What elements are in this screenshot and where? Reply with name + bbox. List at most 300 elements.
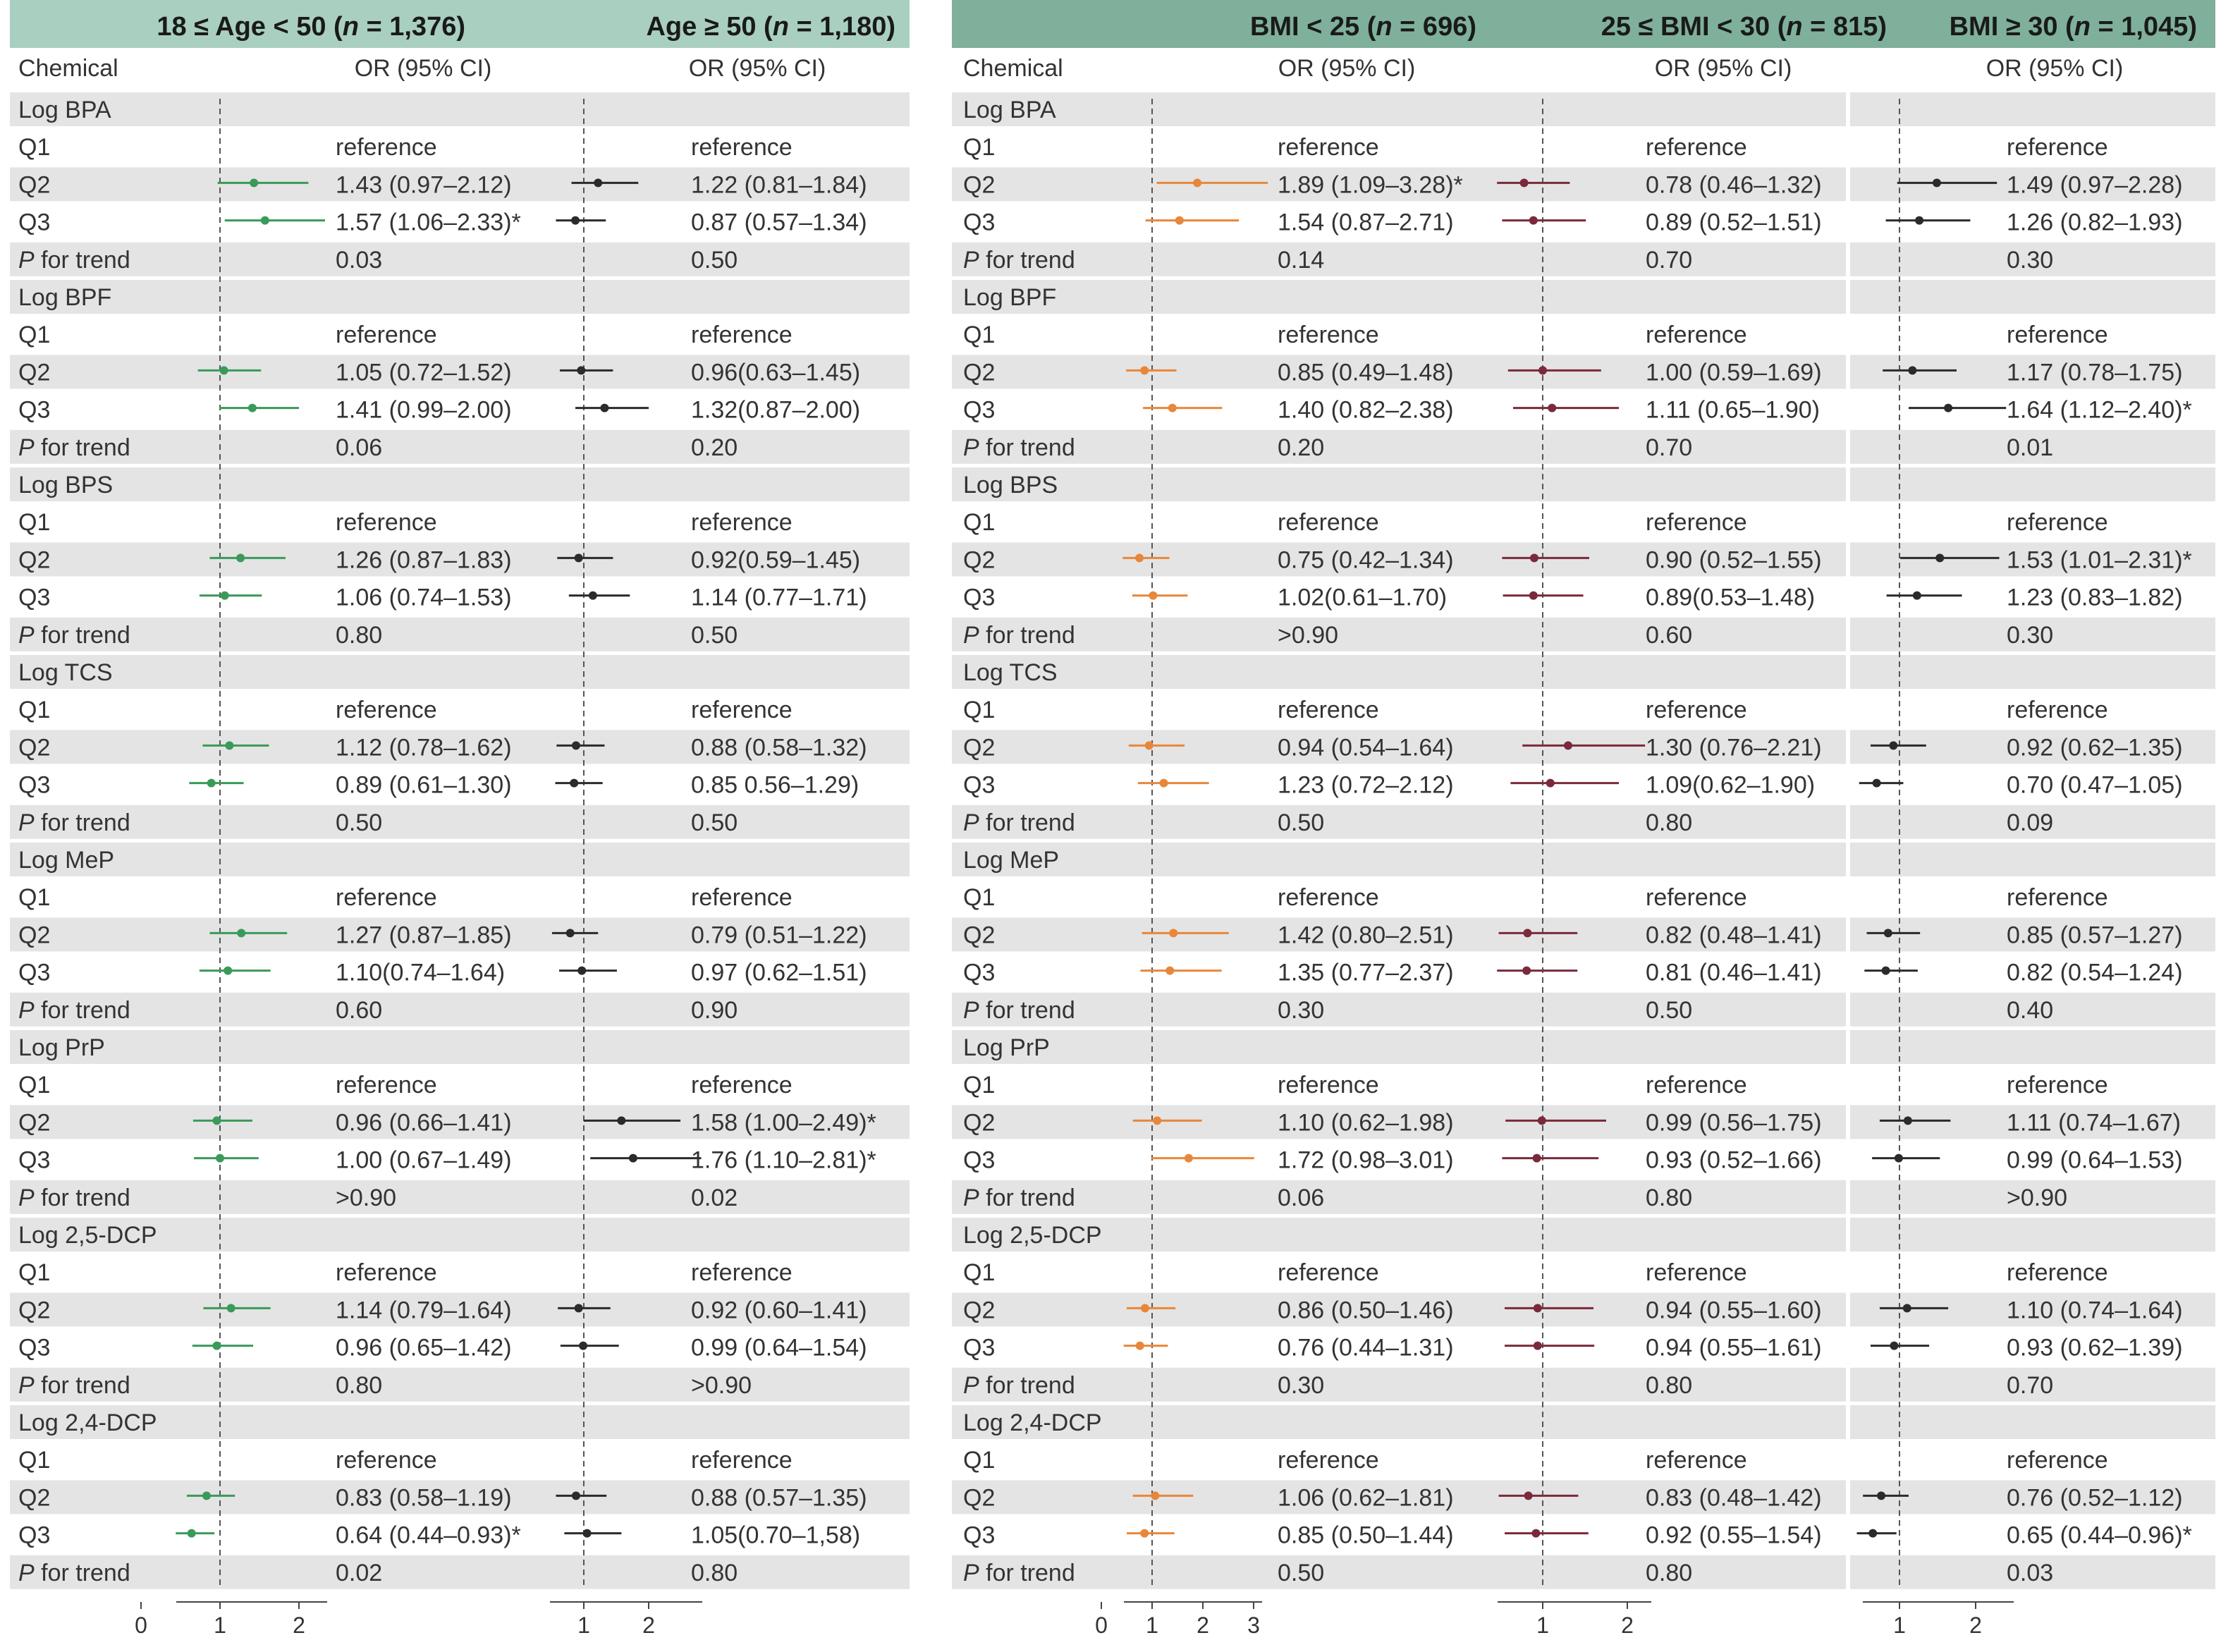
- or-point: [1538, 1116, 1546, 1125]
- chemical-name: Log BPS: [963, 472, 1058, 498]
- quartile-label: Q3: [963, 771, 996, 799]
- group-title: [1950, 12, 2197, 42]
- or-point: [1153, 1116, 1161, 1125]
- reference-value: reference: [2007, 697, 2108, 724]
- or-point: [1548, 404, 1556, 412]
- or-ci-value: 1.43 (0.97–2.12): [336, 171, 512, 199]
- trend-label: [18, 809, 130, 836]
- or-ci-value: 1.58 (1.00–2.49)*: [691, 1109, 876, 1137]
- row-band: [10, 1368, 910, 1402]
- trend-label: [18, 622, 130, 649]
- or-ci-value: 1.64 (1.12–2.40)*: [2007, 396, 2192, 424]
- or-column-header: OR (95% CI): [354, 55, 492, 82]
- or-ci-value: 0.92(0.59–1.45): [691, 546, 861, 574]
- p-trend-value: >0.90: [336, 1184, 397, 1211]
- chemical-name: Log TCS: [18, 659, 113, 686]
- quartile-label: Q3: [963, 584, 996, 611]
- column-separator: [1846, 90, 1850, 1592]
- chemical-name: Log MeP: [963, 847, 1060, 874]
- p-trend-value: 0.50: [691, 246, 738, 274]
- or-ci-value: 1.11 (0.74–1.67): [2007, 1109, 2181, 1137]
- reference-value: reference: [1646, 1072, 1747, 1099]
- or-ci-value: 1.00 (0.67–1.49): [336, 1146, 512, 1174]
- or-point: [1533, 1154, 1541, 1163]
- or-ci-value: 1.41 (0.99–2.00): [336, 396, 512, 424]
- trend-label: [963, 1372, 1075, 1399]
- quartile-label: Q1: [963, 1259, 996, 1287]
- or-point: [577, 967, 586, 975]
- text-span: for trend: [979, 246, 1075, 274]
- reference-value: reference: [691, 1259, 793, 1287]
- text-span: for trend: [34, 1371, 130, 1399]
- quartile-label: Q2: [963, 1297, 996, 1324]
- or-ci-value: 0.94 (0.55–1.60): [1646, 1297, 1822, 1324]
- or-point: [1141, 1304, 1149, 1312]
- quartile-label: Q1: [963, 884, 996, 912]
- chemical-name: Log 2,5-DCP: [18, 1222, 157, 1249]
- text-span: P: [18, 996, 35, 1024]
- or-ci-value: 1.00 (0.59–1.69): [1646, 359, 1822, 386]
- or-point: [1890, 1342, 1898, 1350]
- quartile-label: Q1: [18, 1447, 51, 1474]
- or-ci-value: 1.05(0.70–1,58): [691, 1522, 861, 1549]
- or-ci-value: 0.94 (0.55–1.61): [1646, 1334, 1822, 1362]
- text-span: for trend: [979, 621, 1075, 649]
- or-ci-value: 0.92 (0.60–1.41): [691, 1297, 867, 1324]
- or-point: [1136, 1342, 1144, 1350]
- row-band: [10, 243, 910, 276]
- or-point: [213, 1342, 221, 1350]
- or-point: [1151, 1491, 1159, 1500]
- chemical-name: Log 2,5-DCP: [963, 1222, 1102, 1249]
- or-ci-value: 1.12 (0.78–1.62): [336, 734, 512, 761]
- row-band: [952, 92, 2215, 126]
- reference-value: reference: [2007, 884, 2108, 912]
- row-band: [952, 1030, 2215, 1064]
- or-point: [1944, 404, 1952, 412]
- or-point: [572, 1491, 580, 1500]
- or-point: [1868, 1529, 1877, 1538]
- trend-label: [18, 1560, 130, 1586]
- quartile-label: Q1: [18, 134, 51, 161]
- row-band: [10, 1555, 910, 1589]
- text-span: P: [18, 246, 35, 274]
- reference-value: reference: [2007, 1447, 2108, 1474]
- text-span: n: [1376, 12, 1393, 42]
- or-point: [629, 1154, 637, 1163]
- quartile-label: Q3: [18, 959, 51, 986]
- or-ci-value: 1.11 (0.65–1.90): [1646, 396, 1820, 424]
- or-ci-value: 0.76 (0.52–1.12): [2007, 1484, 2183, 1512]
- x-axis-tick-label: 2: [1197, 1613, 1209, 1638]
- or-column-header: OR (95% CI): [1278, 55, 1416, 82]
- or-point: [1140, 366, 1149, 374]
- trend-label: [963, 622, 1075, 649]
- quartile-label: Q1: [18, 1259, 51, 1287]
- p-trend-value: 0.60: [1646, 621, 1693, 649]
- p-trend-value: 0.30: [2007, 246, 2054, 274]
- or-ci-value: 1.76 (1.10–2.81)*: [691, 1146, 876, 1174]
- or-ci-value: 1.06 (0.62–1.81): [1278, 1484, 1454, 1512]
- or-point: [236, 553, 245, 562]
- p-trend-value: >0.90: [1278, 621, 1339, 649]
- reference-value: reference: [336, 134, 437, 161]
- p-trend-value: 0.03: [2007, 1559, 2054, 1586]
- or-ci-value: 0.94 (0.54–1.64): [1278, 734, 1454, 761]
- text-span: for trend: [34, 1559, 130, 1586]
- or-column-header: OR (95% CI): [688, 55, 826, 82]
- text-span: BMI < 25 (: [1249, 12, 1376, 42]
- or-point: [224, 967, 232, 975]
- or-point: [594, 178, 602, 187]
- or-point: [570, 779, 578, 788]
- p-trend-value: 0.70: [2007, 1371, 2054, 1399]
- text-span: for trend: [979, 996, 1075, 1024]
- quartile-label: Q2: [963, 734, 996, 761]
- reference-value: reference: [691, 697, 793, 724]
- trend-label: [963, 1185, 1075, 1211]
- reference-value: reference: [336, 884, 437, 912]
- x-axis-tick-label: 2: [642, 1613, 655, 1638]
- or-ci-value: 0.90 (0.52–1.55): [1646, 546, 1822, 574]
- x-axis-tick-label: 0: [135, 1613, 147, 1638]
- reference-value: reference: [2007, 1072, 2108, 1099]
- or-ci-value: 1.10 (0.74–1.64): [2007, 1297, 2183, 1324]
- or-ci-value: 0.64 (0.44–0.93)*: [336, 1522, 521, 1549]
- or-point: [1903, 1304, 1911, 1312]
- or-ci-value: 0.86 (0.50–1.46): [1278, 1297, 1454, 1324]
- reference-value: reference: [1646, 134, 1747, 161]
- reference-value: reference: [1646, 697, 1747, 724]
- chemical-name: Log BPF: [18, 284, 112, 311]
- reference-value: reference: [1278, 1072, 1379, 1099]
- text-span: P: [963, 1184, 979, 1211]
- quartile-label: Q3: [18, 1522, 51, 1549]
- or-ci-value: 0.78 (0.46–1.32): [1646, 171, 1822, 199]
- text-span: = 696): [1392, 12, 1476, 42]
- group-title: [157, 12, 465, 42]
- chemical-name: Log MeP: [18, 847, 115, 874]
- or-point: [1895, 1154, 1903, 1163]
- reference-value: reference: [336, 1259, 437, 1287]
- group-title: [646, 12, 895, 42]
- p-trend-value: 0.50: [691, 809, 738, 836]
- p-trend-value: 0.80: [1646, 1559, 1693, 1586]
- or-point: [261, 216, 269, 225]
- or-point: [575, 553, 583, 562]
- quartile-label: Q1: [963, 134, 996, 161]
- or-ci-value: 0.99 (0.64–1.54): [691, 1334, 867, 1362]
- chemical-name: Log BPA: [18, 97, 111, 123]
- or-point: [583, 1529, 592, 1538]
- group-title: [1250, 12, 1476, 42]
- x-axis-tick-label: 1: [1893, 1613, 1906, 1638]
- text-span: for trend: [34, 434, 130, 461]
- or-point: [1149, 592, 1157, 600]
- or-ci-value: 1.35 (0.77–2.37): [1278, 959, 1454, 986]
- p-trend-value: 0.50: [691, 621, 738, 649]
- quartile-label: Q2: [963, 922, 996, 949]
- or-point: [225, 741, 233, 749]
- or-ci-value: 0.89 (0.52–1.51): [1646, 209, 1822, 236]
- text-span: 18 ≤ Age < 50 (: [157, 12, 343, 42]
- or-point: [1877, 1491, 1885, 1500]
- or-ci-value: 1.26 (0.82–1.93): [2007, 209, 2183, 236]
- quartile-label: Q1: [963, 322, 996, 349]
- or-ci-value: 1.23 (0.83–1.82): [2007, 584, 2183, 611]
- or-ci-value: 0.65 (0.44–0.96)*: [2007, 1522, 2192, 1549]
- quartile-label: Q1: [18, 322, 51, 349]
- row-band: [952, 843, 2215, 876]
- p-trend-value: 0.80: [1646, 1184, 1693, 1211]
- or-ci-value: 0.92 (0.62–1.35): [2007, 734, 2183, 761]
- x-axis-tick-label: 2: [1969, 1613, 1982, 1638]
- quartile-label: Q1: [18, 697, 51, 724]
- row-band: [10, 618, 910, 651]
- row-band: [10, 1030, 910, 1064]
- or-ci-value: 0.82 (0.54–1.24): [2007, 959, 2183, 986]
- or-point: [1168, 404, 1177, 412]
- quartile-label: Q1: [18, 884, 51, 912]
- or-point: [1913, 592, 1921, 600]
- p-trend-value: 0.50: [1278, 809, 1325, 836]
- quartile-label: Q3: [18, 209, 51, 236]
- or-ci-value: 1.40 (0.82–2.38): [1278, 396, 1454, 424]
- or-ci-value: 1.10 (0.62–1.98): [1278, 1109, 1454, 1137]
- or-ci-value: 1.05 (0.72–1.52): [336, 359, 512, 386]
- text-span: P: [18, 1559, 35, 1586]
- quartile-label: Q3: [18, 584, 51, 611]
- reference-value: reference: [1278, 884, 1379, 912]
- x-axis-tick-label: 1: [577, 1613, 590, 1638]
- or-point: [1523, 929, 1531, 937]
- or-ci-value: 0.76 (0.44–1.31): [1278, 1334, 1454, 1362]
- or-point: [1522, 967, 1531, 975]
- or-point: [1530, 553, 1538, 562]
- or-ci-value: 1.30 (0.76–2.21): [1646, 734, 1822, 761]
- p-trend-value: >0.90: [691, 1371, 752, 1399]
- reference-value: reference: [1278, 134, 1379, 161]
- chemical-name: Log BPS: [18, 472, 114, 498]
- p-trend-value: 0.20: [691, 434, 738, 461]
- p-trend-value: 0.70: [1646, 434, 1693, 461]
- or-ci-value: 0.88 (0.57–1.35): [691, 1484, 867, 1512]
- text-span: P: [963, 1559, 979, 1586]
- or-point: [566, 929, 575, 937]
- row-band: [952, 280, 2215, 314]
- chemical-name: Log 2,4-DCP: [18, 1409, 157, 1436]
- or-point: [589, 592, 597, 600]
- or-point: [1908, 366, 1916, 374]
- reference-value: reference: [336, 322, 437, 349]
- text-span: P: [963, 1371, 979, 1399]
- or-ci-value: 0.70 (0.47–1.05): [2007, 771, 2183, 799]
- or-ci-value: 1.02(0.61–1.70): [1278, 584, 1448, 611]
- text-span: for trend: [979, 1371, 1075, 1399]
- quartile-label: Q3: [963, 959, 996, 986]
- or-ci-value: 0.87 (0.57–1.34): [691, 209, 867, 236]
- p-trend-value: 0.50: [1646, 996, 1693, 1024]
- quartile-label: Q2: [18, 546, 51, 574]
- text-span: for trend: [34, 1184, 130, 1211]
- quartile-label: Q2: [18, 171, 51, 199]
- text-span: BMI ≥ 30 (: [1949, 12, 2074, 42]
- or-column-header: OR (95% CI): [1654, 55, 1792, 82]
- or-point: [579, 1342, 587, 1350]
- or-column-header: OR (95% CI): [1986, 55, 2124, 82]
- or-point: [1520, 178, 1529, 187]
- or-point: [1529, 592, 1538, 600]
- text-span: P: [18, 809, 35, 836]
- reference-value: reference: [691, 1072, 793, 1099]
- or-ci-value: 0.82 (0.48–1.41): [1646, 922, 1822, 949]
- or-ci-value: 1.26 (0.87–1.83): [336, 546, 512, 574]
- or-point: [572, 741, 580, 749]
- p-trend-value: 0.60: [336, 996, 383, 1024]
- p-trend-value: 0.30: [1278, 996, 1325, 1024]
- or-ci-value: 0.85 (0.50–1.44): [1278, 1522, 1454, 1549]
- text-span: n: [342, 12, 359, 42]
- or-point: [207, 779, 216, 788]
- trend-label: [18, 247, 130, 274]
- trend-label: [963, 997, 1075, 1024]
- reference-value: reference: [336, 509, 437, 537]
- or-point: [1915, 216, 1923, 225]
- or-point: [571, 216, 580, 225]
- or-point: [1564, 741, 1572, 749]
- chemical-column-header: Chemical: [18, 55, 118, 82]
- p-trend-value: 0.90: [691, 996, 738, 1024]
- reference-value: reference: [1278, 1447, 1379, 1474]
- or-ci-value: 0.79 (0.51–1.22): [691, 922, 867, 949]
- or-point: [213, 1116, 221, 1125]
- or-ci-value: 1.42 (0.80–2.51): [1278, 922, 1454, 949]
- row-band: [952, 1405, 2215, 1439]
- text-span: for trend: [979, 809, 1075, 836]
- or-point: [1933, 178, 1941, 187]
- reference-value: reference: [691, 884, 793, 912]
- reference-value: reference: [2007, 134, 2108, 161]
- or-ci-value: 0.99 (0.64–1.53): [2007, 1146, 2183, 1174]
- or-ci-value: 0.96 (0.65–1.42): [336, 1334, 512, 1362]
- reference-value: reference: [691, 1447, 793, 1474]
- or-point: [577, 366, 585, 374]
- or-point: [1145, 741, 1154, 749]
- or-point: [1529, 216, 1538, 225]
- p-trend-value: 0.50: [1278, 1559, 1325, 1586]
- p-trend-value: 0.80: [1646, 1371, 1693, 1399]
- or-point: [1140, 1529, 1149, 1538]
- trend-label: [963, 1560, 1075, 1586]
- reference-value: reference: [1278, 322, 1379, 349]
- x-axis-tick-label: 2: [293, 1613, 305, 1638]
- reference-value: reference: [1646, 884, 1747, 912]
- or-ci-value: 0.83 (0.48–1.42): [1646, 1484, 1822, 1512]
- x-axis-tick-label: 3: [1247, 1613, 1260, 1638]
- or-ci-value: 0.81 (0.46–1.41): [1646, 959, 1822, 986]
- quartile-label: Q2: [18, 1484, 51, 1512]
- quartile-label: Q2: [963, 171, 996, 199]
- or-point: [1546, 779, 1555, 788]
- or-point: [1524, 1491, 1533, 1500]
- chemical-name: Log 2,4-DCP: [963, 1409, 1102, 1436]
- reference-value: reference: [1278, 697, 1379, 724]
- row-band: [10, 467, 910, 501]
- reference-value: reference: [691, 134, 793, 161]
- reference-value: reference: [336, 1072, 437, 1099]
- or-point: [617, 1116, 625, 1125]
- x-axis-tick-label: 1: [214, 1613, 226, 1638]
- or-ci-value: 1.54 (0.87–2.71): [1278, 209, 1454, 236]
- text-span: P: [963, 809, 979, 836]
- or-point: [1935, 553, 1944, 562]
- or-point: [1193, 178, 1201, 187]
- row-band: [10, 805, 910, 839]
- p-trend-value: 0.14: [1278, 246, 1325, 274]
- or-ci-value: 0.88 (0.58–1.32): [691, 734, 867, 761]
- or-ci-value: 1.53 (1.01–2.31)*: [2007, 546, 2192, 574]
- or-point: [1534, 1304, 1542, 1312]
- or-ci-value: 0.89(0.53–1.48): [1646, 584, 1816, 611]
- text-span: n: [772, 12, 789, 42]
- text-span: = 815): [1802, 12, 1887, 42]
- p-trend-value: 0.06: [336, 434, 383, 461]
- or-point: [202, 1491, 211, 1500]
- row-band: [952, 467, 2215, 501]
- reference-value: reference: [1278, 509, 1379, 537]
- or-ci-value: 1.22 (0.81–1.84): [691, 171, 867, 199]
- or-ci-value: 1.57 (1.06–2.33)*: [336, 209, 521, 236]
- or-ci-value: 1.72 (0.98–3.01): [1278, 1146, 1454, 1174]
- or-ci-value: 0.96 (0.66–1.41): [336, 1109, 512, 1137]
- quartile-label: Q3: [18, 771, 51, 799]
- p-trend-value: 0.06: [1278, 1184, 1325, 1211]
- or-point: [600, 404, 608, 412]
- chemical-name: Log PrP: [18, 1034, 105, 1061]
- text-span: P: [963, 621, 979, 649]
- or-ci-value: 1.32(0.87–2.00): [691, 396, 861, 424]
- or-ci-value: 0.85 0.56–1.29): [691, 771, 859, 799]
- p-trend-value: 0.30: [1278, 1371, 1325, 1399]
- row-band: [10, 92, 910, 126]
- or-ci-value: 0.92 (0.55–1.54): [1646, 1522, 1822, 1549]
- row-band: [10, 655, 910, 689]
- or-ci-value: 1.06 (0.74–1.53): [336, 584, 512, 611]
- row-band: [952, 655, 2215, 689]
- quartile-label: Q2: [18, 922, 51, 949]
- chemical-column-header: Chemical: [963, 55, 1063, 82]
- or-ci-value: 1.14 (0.79–1.64): [336, 1297, 512, 1324]
- p-trend-value: >0.90: [2007, 1184, 2068, 1211]
- p-trend-value: 0.09: [2007, 809, 2054, 836]
- quartile-label: Q2: [18, 1109, 51, 1137]
- row-band: [10, 430, 910, 464]
- text-span: for trend: [979, 1559, 1075, 1586]
- text-span: P: [963, 996, 979, 1024]
- reference-value: reference: [336, 697, 437, 724]
- quartile-label: Q3: [963, 209, 996, 236]
- p-trend-value: 0.40: [2007, 996, 2054, 1024]
- or-ci-value: 0.85 (0.49–1.48): [1278, 359, 1454, 386]
- reference-value: reference: [1278, 1259, 1379, 1287]
- or-ci-value: 1.14 (0.77–1.71): [691, 584, 867, 611]
- quartile-label: Q3: [963, 1522, 996, 1549]
- chemical-name: Log BPF: [963, 284, 1057, 311]
- text-span: = 1,376): [358, 12, 465, 42]
- text-span: 25 ≤ BMI < 30 (: [1601, 12, 1787, 42]
- or-point: [1538, 366, 1547, 374]
- or-ci-value: 0.93 (0.62–1.39): [2007, 1334, 2183, 1362]
